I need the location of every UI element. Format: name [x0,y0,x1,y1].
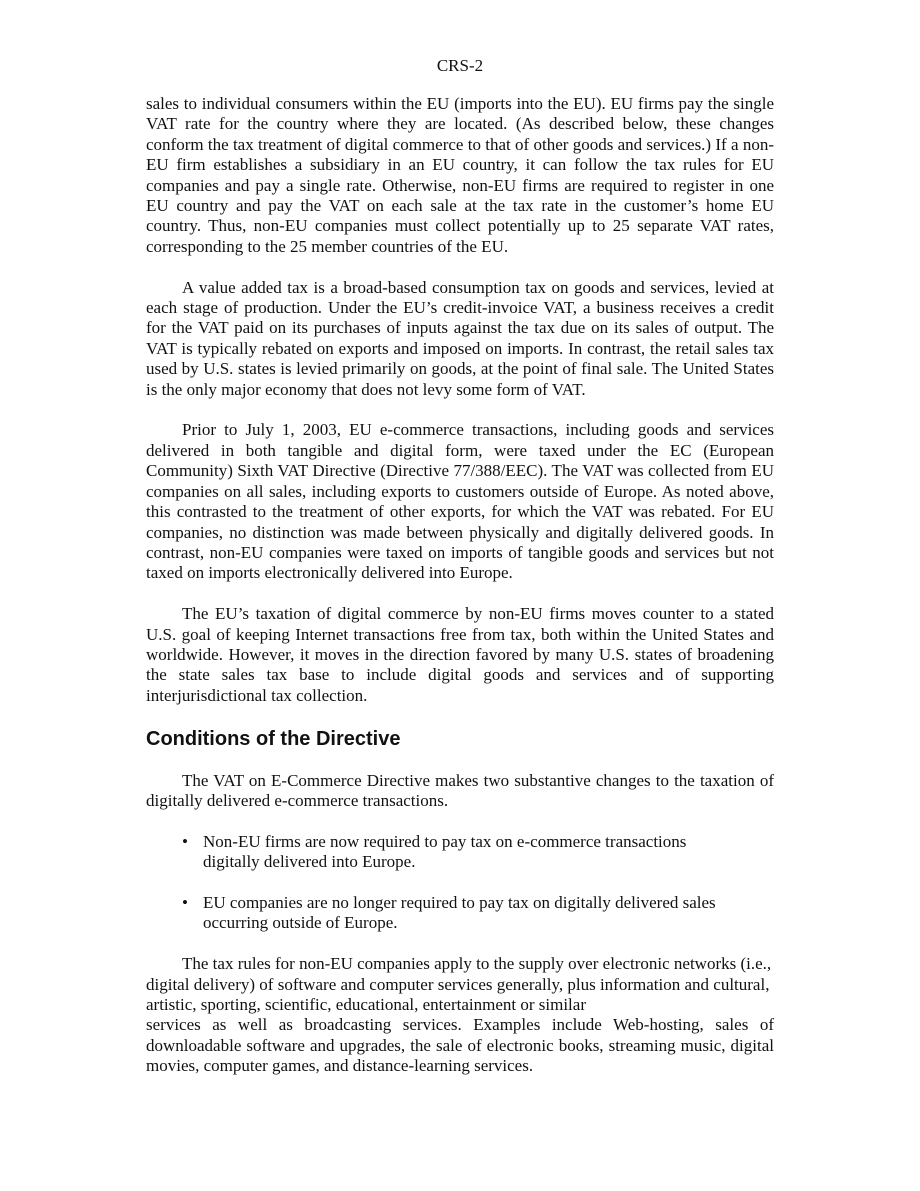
bullet-list [146,832,774,934]
paragraph-vat-definition: A value added tax is a broad-based consumption tax on goods and services, levied at each stage of production. Under the EU’s credit-invoice VAT, a business receives a credit for the VAT paid on its purchases of inputs against the tax due on its sales of output. The VAT is typically rebated on exports and imposed on imports. In contrast, the retail sales tax used by U.S. states is levied primarily on goods, at the point of final sale. The United States is the only major economy that does not levy some form of VAT. [146,277,774,399]
list-item [146,832,716,873]
paragraph-tax-rules-end: services as well as broadcasting services. Examples include Web-hosting, sales of downloadable software and upgrades, the sale of electronic books, streaming music, digital movies, computer games, and distance-learning services. [146,1015,774,1076]
bullet-icon: • [182,892,188,912]
bullet-icon: • [182,831,188,851]
paragraph-continued: sales to individual consumers within the EU (imports into the EU). EU firms pay the single VAT rate for the country where they are located. (As described below, these changes conform the tax treatment of digital commerce to that of other goods and services.) If a non-EU firm establishes a subsidiary in an EU country, it can follow the tax rules for EU companies and pay a single rate. Otherwise, non-EU firms are required to register in one EU country and pay the VAT on each sale at the tax rate in the customer’s home EU country. Thus, non-EU companies must collect potentially up to 25 separate VAT rates, corresponding to the 25 member countries of the EU. [146,94,774,256]
paragraph-directive-changes: The VAT on E-Commerce Directive makes two substantive changes to the taxation of digitally delivered e-commerce transactions. [146,770,774,810]
page-header: CRS-2 [436,56,484,75]
list-item-text: Non-EU firms are now required to pay tax on e-commerce transactions digitally delivered into Europe. [203,831,687,872]
paragraph-prior-rules: Prior to July 1, 2003, EU e-commerce transactions, including goods and services delivered in both tangible and digital form, were taxed under the EC (European Community) Sixth VAT Directive (Directive 77/388/EEC). The VAT was collected from EU companies on all sales, including exports to customers outside of Europe. As noted above, this contrasted to the treatment of other exports, for which the VAT was rebated. For EU companies, no distinction was made between physically and digitally delivered goods. In contrast, non-EU companies were taxed on imports of tangible goods and services but not taxed on imports electronically delivered into Europe. [146,420,774,583]
paragraph-us-comparison: The EU’s taxation of digital commerce by non-EU firms moves counter to a stated U.S. goal of keeping Internet transactions free from tax, both within the United States and worldwide. However, it moves in the direction favored by many U.S. states of broadening the state sales tax base to include digital goods and services and of supporting interjurisdictional tax collection. [146,604,774,705]
document-body [146,94,774,1097]
list-item [146,893,716,934]
paragraph-tax-rules-start: The tax rules for non-EU companies apply to the supply over electronic networks (i.e., digital delivery) of software and computer services generally, plus information and cultural, artistic, sporting, scientific, educational, entertainment or similar [146,954,772,1014]
section-heading: Conditions of the Directive [146,727,401,750]
list-item-text: EU companies are no longer required to pay tax on digitally delivered sales occurring outside of Europe. [203,892,716,933]
